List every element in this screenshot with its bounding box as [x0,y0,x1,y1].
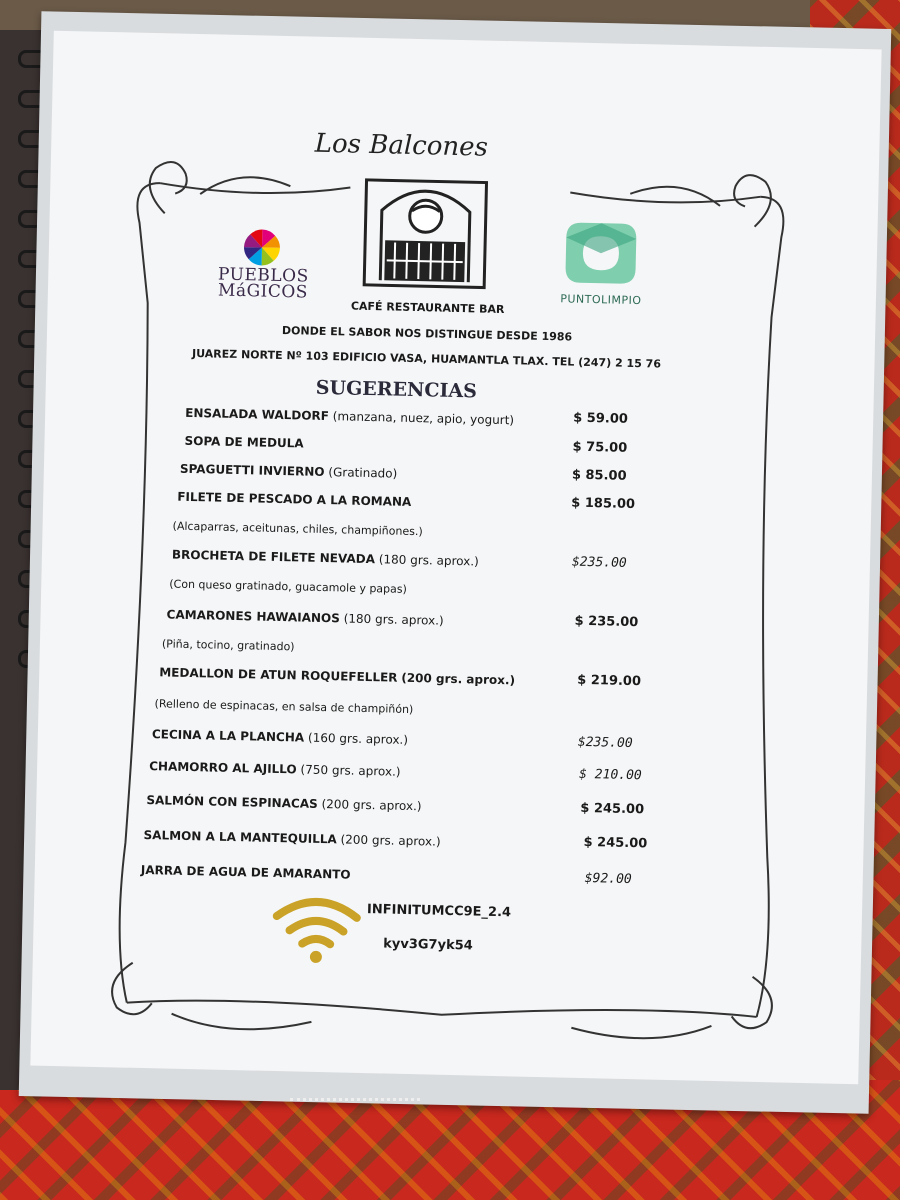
menu-item-detail: (Gratinado) [328,465,398,481]
menu-item-detail: (200 grs. aprox.) [321,797,422,814]
menu-item-name: BROCHETA DE FILETE NEVADA [171,547,376,567]
menu-item-price: $ 219.00 [577,672,642,690]
menu-item-price: $ 245.00 [583,834,648,852]
restaurant-type: CAFÉ RESTAURANTE BAR [350,299,505,317]
menu-item-detail: (750 grs. aprox.) [300,762,401,779]
wifi-network-name: INFINITUMCC9E_2.4 [366,902,512,921]
menu-item-name: CAMARONES HAWAIANOS [166,607,340,626]
menu-item-detail: (200 grs. aprox.) [340,832,441,849]
pueblos-magicos-line1: PUEBLOS [217,264,309,287]
puntolimpio-label: PUNTOLIMPIO [560,292,642,308]
wifi-icon [271,894,363,966]
menu-item-note: (Piña, tocino, gratinado) [161,637,295,654]
menu-item-name: ENSALADA WALDORF [185,405,330,424]
menu-item-name: CECINA A LA PLANCHA [151,727,305,745]
menu-item-price: $ 75.00 [572,439,628,456]
menu-item-price: $ 85.00 [571,467,627,484]
menu-item-name: SALMON A LA MANTEQUILLA [143,827,337,847]
menu-item-price: $ 185.00 [571,495,636,513]
menu-item-price: $235.00 [577,734,633,752]
menu-item-price: $235.00 [571,554,627,571]
menu-item [184,434,303,451]
menu-page [30,31,881,1085]
section-title: SUGERENCIAS [315,376,478,403]
menu-item-name: MEDALLON DE ATUN ROQUEFELLER [159,665,398,685]
menu-item-price: $ 210.00 [578,766,642,784]
wifi-password: kyv3G7yk54 [383,936,473,954]
restaurant-logo-title: Los Balcones [314,128,489,163]
menu-item-name: JARRA DE AGUA DE AMARANTO [140,862,351,882]
menu-item-note: (Con queso gratinado, guacamole y papas) [169,577,408,596]
restaurant-tagline: DONDE EL SABOR NOS DISTINGUE DESDE 1986 [281,323,573,344]
menu-item-note: (Alcaparras, aceitunas, chiles, champiñones.) [172,519,423,539]
restaurant-address: JUAREZ NORTE Nº 103 EDIFICIO VASA, HUAMANTLA TLAX. TEL (247) 2 15 76 [191,346,662,371]
menu-item-note: (Relleno de espinacas, en salsa de champiñón) [154,697,414,717]
menu-item-detail: (180 grs. aprox.) [343,611,444,628]
menu-item-price: $ 235.00 [574,613,639,631]
menu-item-price: $ 59.00 [573,410,629,427]
balcony-logo-icon [360,170,491,291]
menu-item-price: $92.00 [584,871,632,888]
menu-item-detail: (200 grs. aprox.) [401,670,516,688]
pueblos-magicos-label [208,264,319,303]
menu-item-name: SOPA DE MEDULA [184,433,304,451]
menu-item-name: FILETE DE PESCADO A LA ROMANA [177,489,412,509]
pueblos-magicos-line2: MáGICOS [217,280,309,303]
menu-item-detail: (manzana, nuez, apio, yogurt) [332,409,515,428]
binding-string [290,1098,420,1115]
puntolimpio-logo-icon [560,217,642,289]
menu-item-price: $ 245.00 [580,800,645,818]
menu-item-detail: (180 grs. aprox.) [378,552,479,569]
menu-item-name: SPAGUETTI INVIERNO [179,461,325,479]
menu-item-name: CHAMORRO AL AJILLO [149,759,297,777]
menu-item-detail: (160 grs. aprox.) [307,730,409,747]
menu-item-name: SALMÓN CON ESPINACAS [146,793,318,811]
